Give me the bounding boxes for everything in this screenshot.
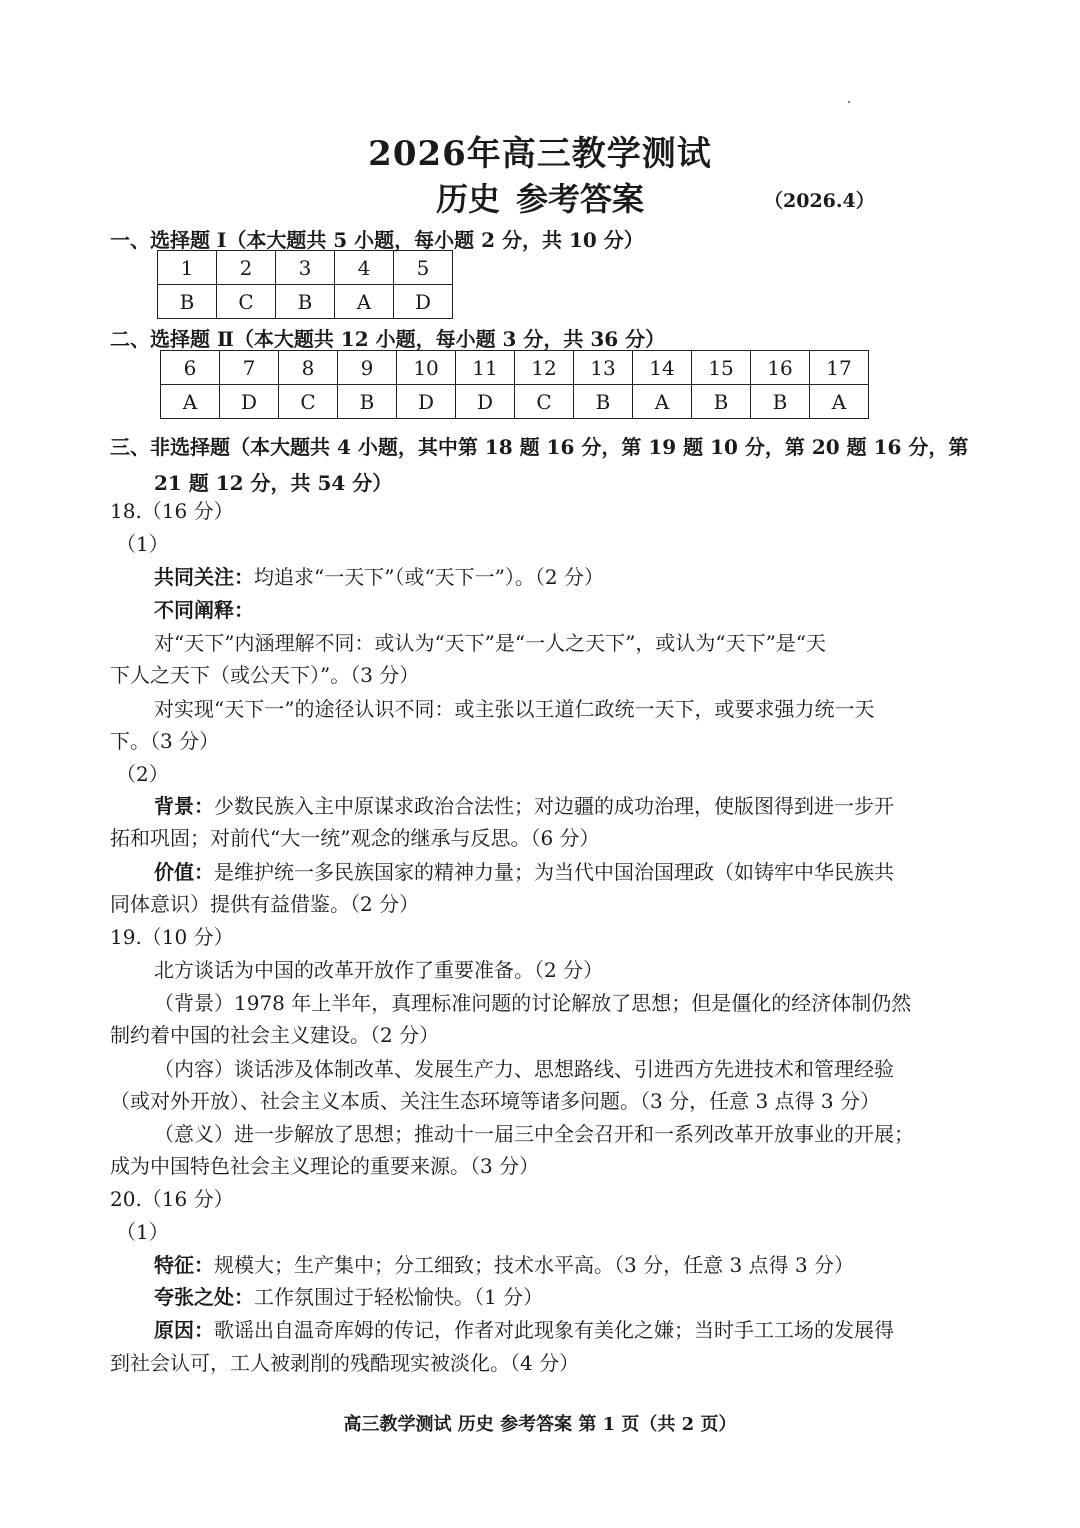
q18-background-line2: 拓和巩固；对前代“大一统”观念的继承与反思。（6 分） xyxy=(110,826,600,850)
reason-label: 原因： xyxy=(154,1318,214,1342)
answer-cell: B xyxy=(692,385,751,419)
question-number-cell: 3 xyxy=(276,251,335,285)
answer-cell: B xyxy=(338,385,397,419)
answer-cell: C xyxy=(217,285,276,319)
answer-cell: C xyxy=(279,385,338,419)
q18-background-line1 xyxy=(154,790,1024,819)
background-text: 少数民族入主中原谋求政治合法性；对边疆的成功治理，使版图得到进一步开 xyxy=(214,794,894,818)
q19-significance-line1: （意义）进一步解放了思想；推动十一届三中全会召开和一系列改革开放事业的开展； xyxy=(154,1122,914,1146)
scan-speck xyxy=(848,101,850,103)
question-number-cell: 16 xyxy=(751,351,810,385)
q18-diff1-line2: 下人之天下（或公天下）”。（3 分） xyxy=(110,663,420,687)
value-text: 是维护统一多民族国家的精神力量；为当代中国治国理政（如铸牢中华民族共 xyxy=(214,860,894,884)
question-number-cell: 13 xyxy=(574,351,633,385)
answer-cell: D xyxy=(397,385,456,419)
q18-value-line1 xyxy=(154,856,1024,885)
answer-cell: D xyxy=(394,285,453,319)
features-label: 特征： xyxy=(154,1253,214,1277)
section2-heading: 二、选择题 Ⅱ（本大题共 12 小题，每小题 3 分，共 36 分） xyxy=(110,327,666,351)
exaggeration-text: 工作氛围过于轻松愉快。（1 分） xyxy=(254,1285,544,1309)
section3-heading-line2: 21 题 12 分，共 54 分） xyxy=(154,471,393,495)
section1-answer-table xyxy=(157,250,453,319)
question-number-row xyxy=(161,351,869,385)
question-number-cell: 6 xyxy=(161,351,220,385)
answer-row xyxy=(158,285,453,319)
section1-heading: 一、选择题 Ⅰ（本大题共 5 小题，每小题 2 分，共 10 分） xyxy=(110,228,644,252)
answer-cell: B xyxy=(158,285,217,319)
page-footer: 高三教学测试 历史 参考答案 第 1 页（共 2 页） xyxy=(343,1414,737,1435)
q18-value-line2: 同体意识）提供有益借鉴。（2 分） xyxy=(110,892,420,916)
page-title: 2026年高三教学测试 xyxy=(368,134,712,174)
common-concern-label: 共同关注： xyxy=(154,565,254,589)
q19-background-line2: 制约着中国的社会主义建设。（2 分） xyxy=(110,1023,440,1047)
q19-content-line1: （内容）谈话涉及体制改革、发展生产力、思想路线、引进西方先进技术和管理经验 xyxy=(154,1057,894,1081)
answer-cell: A xyxy=(335,285,394,319)
question-number-cell: 10 xyxy=(397,351,456,385)
q19-content-line2: （或对外开放）、社会主义本质、关注生态环境等诸多问题。（3 分，任意 3 点得 3 分） xyxy=(110,1089,880,1113)
q20-reason-line1 xyxy=(154,1314,1024,1343)
reason-text: 歌谣出自温奇库姆的传记，作者对此现象有美化之嫌；当时手工工场的发展得 xyxy=(214,1318,894,1342)
q20-reason-line2: 到社会认可，工人被剥削的残酷现实被淡化。（4 分） xyxy=(110,1351,580,1375)
q18-diff-label: 不同阐释： xyxy=(154,598,254,622)
common-concern-text: 均追求“一天下”（或“天下一”）。（2 分） xyxy=(254,565,604,589)
answer-cell: B xyxy=(574,385,633,419)
question-number-cell: 9 xyxy=(338,351,397,385)
page-subtitle xyxy=(0,174,1080,220)
question-number-cell: 17 xyxy=(810,351,869,385)
section3-heading-line1: 三、非选择题（本大题共 4 小题，其中第 18 题 16 分，第 19 题 10 分，第 20 题 16 分，第 xyxy=(110,435,969,459)
q19-line1: 北方谈话为中国的改革开放作了重要准备。（2 分） xyxy=(154,958,604,982)
question-number-cell: 4 xyxy=(335,251,394,285)
question-number-cell: 15 xyxy=(692,351,751,385)
q19-title: 19.（10 分） xyxy=(110,925,234,949)
question-number-cell: 5 xyxy=(394,251,453,285)
question-number-cell: 14 xyxy=(633,351,692,385)
background-label: 背景： xyxy=(154,794,214,818)
q20-features xyxy=(154,1249,1024,1278)
q20-title: 20.（16 分） xyxy=(110,1187,234,1211)
features-text: 规模大；生产集中；分工细致；技术水平高。（3 分，任意 3 点得 3 分） xyxy=(214,1253,854,1277)
question-number-cell: 11 xyxy=(456,351,515,385)
q18-part1-label: （1） xyxy=(116,532,169,556)
subject-label: 历史 xyxy=(435,180,500,218)
q18-diff1-line1: 对“天下”内涵理解不同：或认为“天下”是“一人之天下”，或认为“天下”是“天 xyxy=(154,631,827,655)
q18-part2-label: （2） xyxy=(116,762,169,786)
q19-significance-line2: 成为中国特色社会主义理论的重要来源。（3 分） xyxy=(110,1154,540,1178)
answer-cell: A xyxy=(810,385,869,419)
q18-common-concern xyxy=(154,561,1024,590)
value-label: 价值： xyxy=(154,860,214,884)
question-number-row xyxy=(158,251,453,285)
answer-cell: A xyxy=(633,385,692,419)
question-number-cell: 1 xyxy=(158,251,217,285)
question-number-cell: 2 xyxy=(217,251,276,285)
q20-part1-label: （1） xyxy=(116,1220,169,1244)
answer-cell: B xyxy=(276,285,335,319)
q20-exaggeration xyxy=(154,1281,1024,1310)
question-number-cell: 12 xyxy=(515,351,574,385)
answer-cell: D xyxy=(220,385,279,419)
exaggeration-label: 夸张之处： xyxy=(154,1285,254,1309)
q19-background-line1: （背景）1978 年上半年，真理标准问题的讨论解放了思想；但是僵化的经济体制仍然 xyxy=(154,991,912,1015)
doc-type-label: 参考答案 xyxy=(516,180,645,218)
answer-cell: A xyxy=(161,385,220,419)
question-number-cell: 7 xyxy=(220,351,279,385)
answer-row xyxy=(161,385,869,419)
answer-cell: C xyxy=(515,385,574,419)
exam-date: （2026.4） xyxy=(764,190,875,212)
answer-cell: B xyxy=(751,385,810,419)
question-number-cell: 8 xyxy=(279,351,338,385)
q18-title: 18.（16 分） xyxy=(110,499,234,523)
q18-diff2-line2: 下。（3 分） xyxy=(110,729,220,753)
section2-answer-table xyxy=(160,350,869,419)
answer-cell: D xyxy=(456,385,515,419)
q18-diff2-line1: 对实现“天下一”的途径认识不同：或主张以王道仁政统一天下，或要求强力统一天 xyxy=(154,697,875,721)
